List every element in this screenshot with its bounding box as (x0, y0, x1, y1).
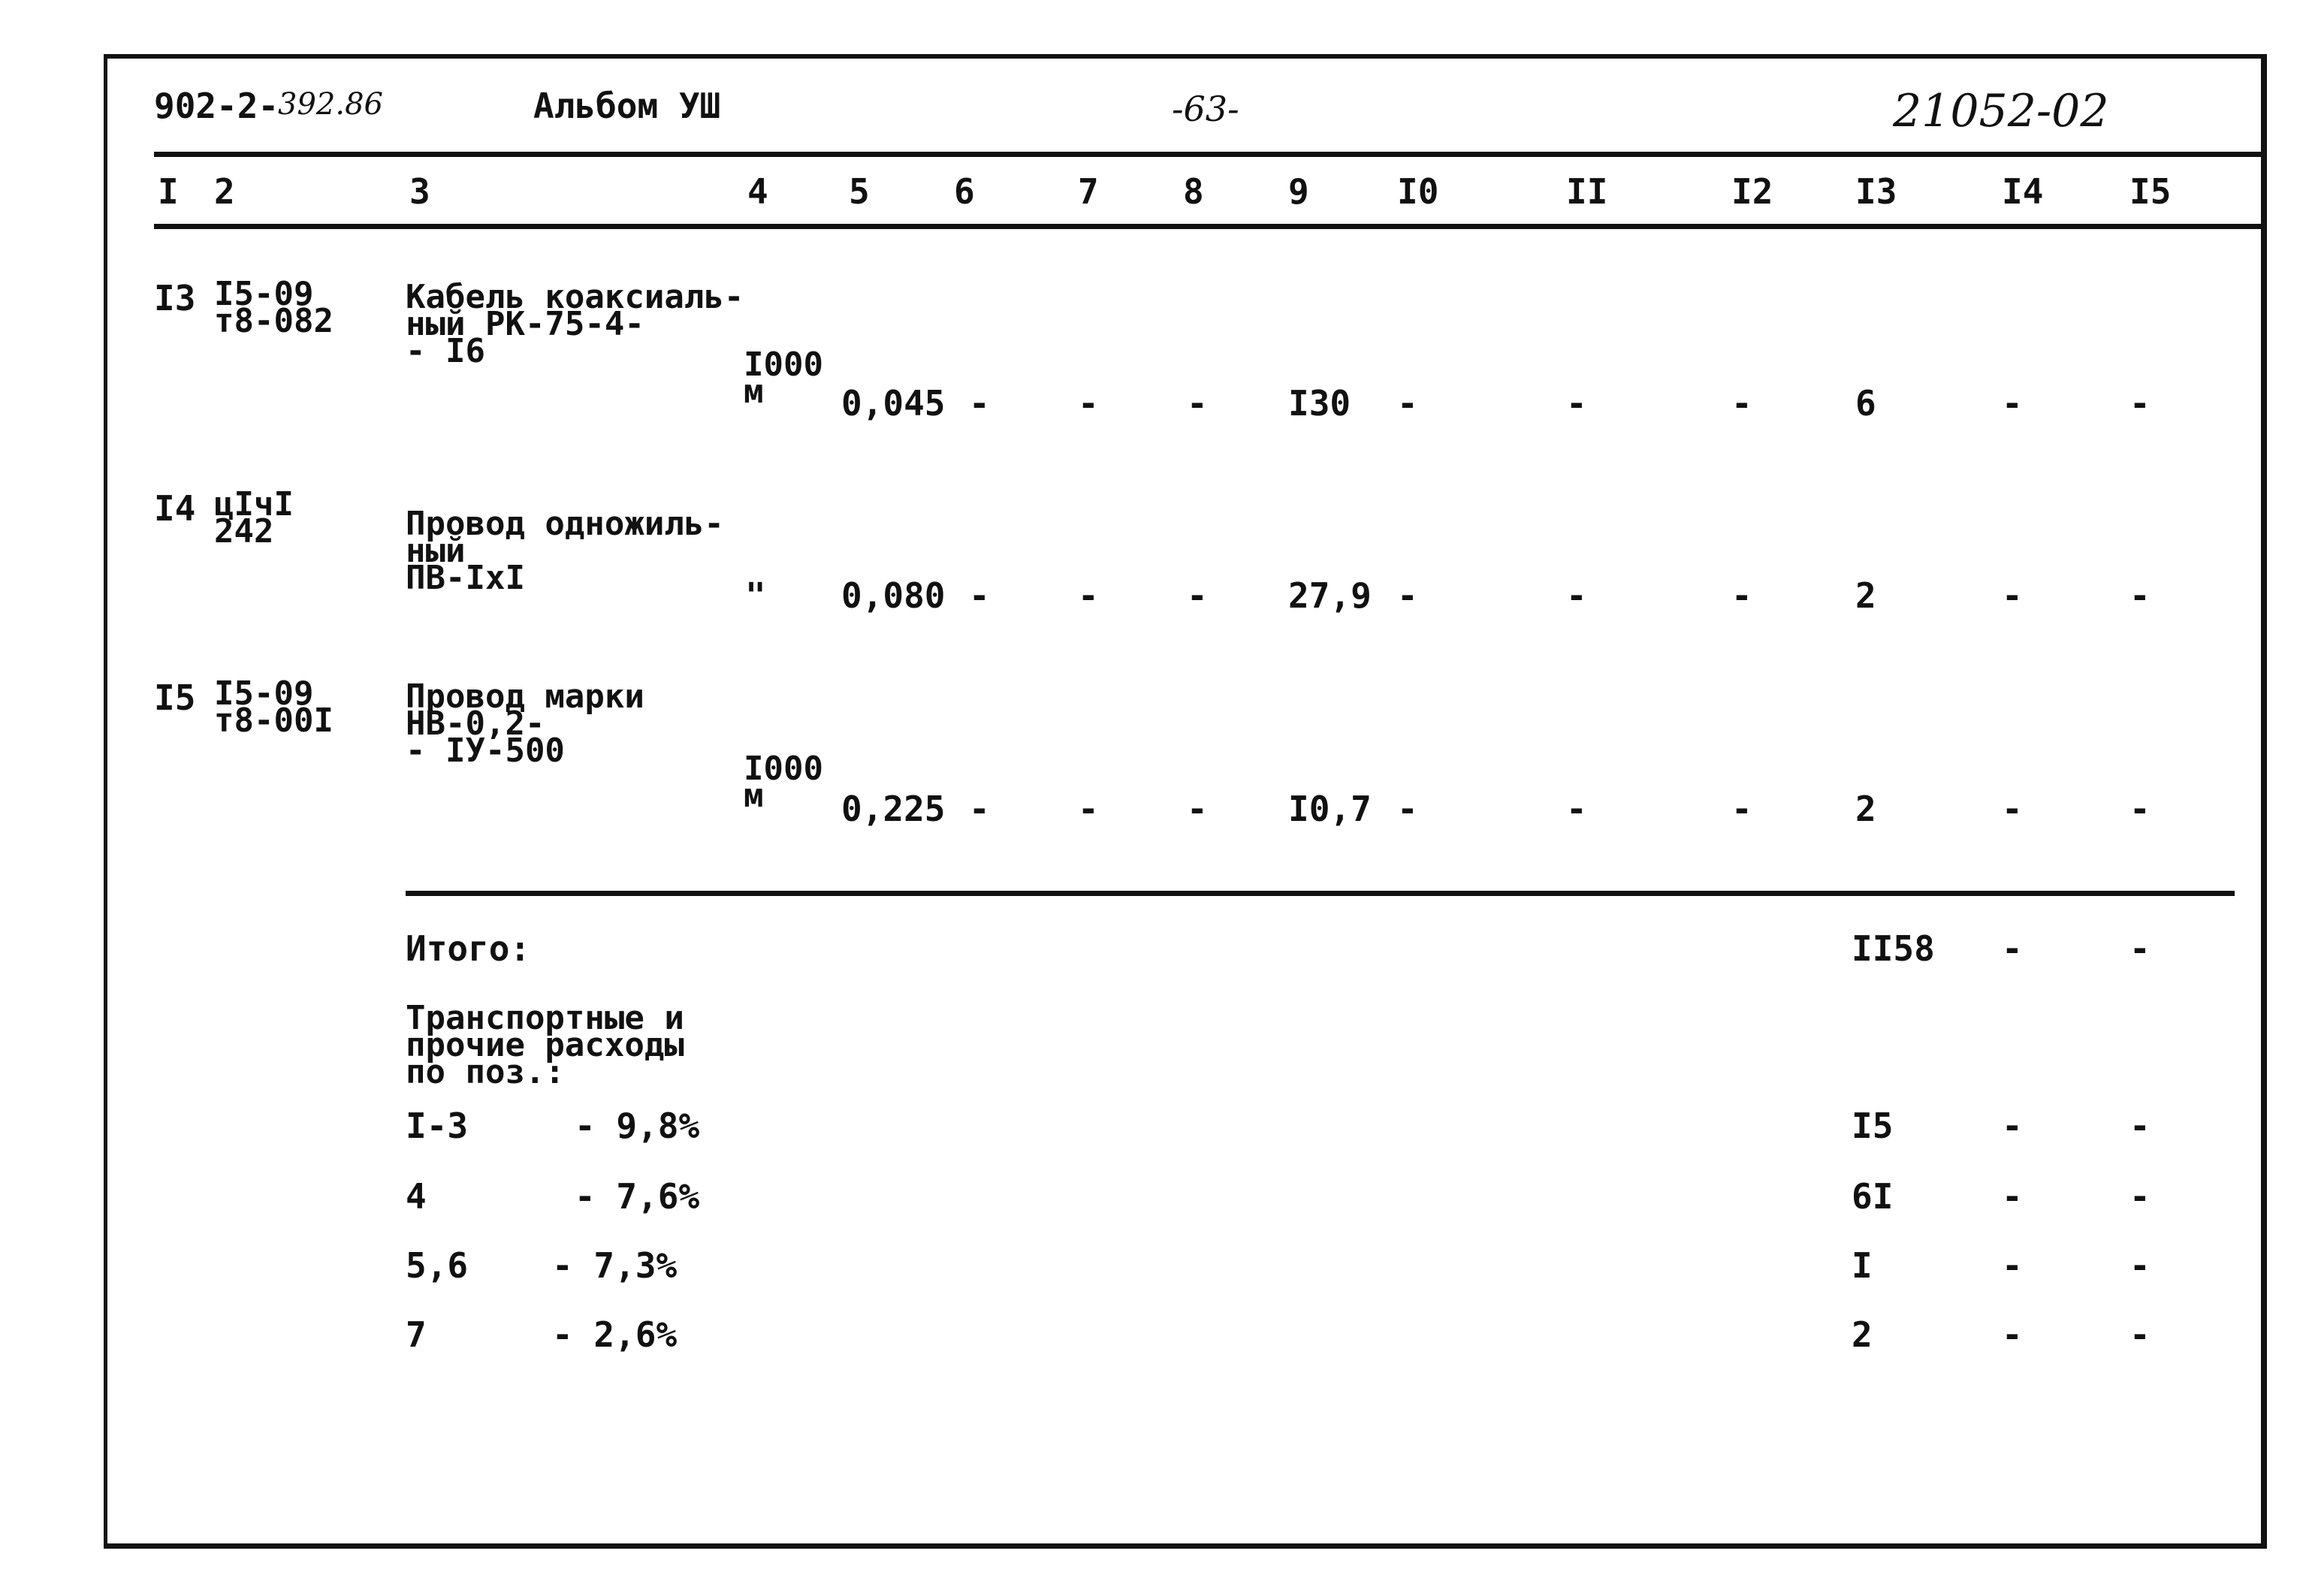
transport-item-col15: - (2129, 1176, 2151, 1217)
transport-item-col13: 2 (1852, 1314, 1873, 1355)
column-number-10: I0 (1397, 171, 1439, 212)
transport-item-position: 7 (406, 1314, 427, 1355)
row-name: Провод марки НВ-0,2- - IУ-500 (406, 677, 644, 770)
row-col9: 27,9 (1288, 575, 1372, 616)
row-code: I5-09 т8-00I (214, 674, 334, 740)
column-number-9: 9 (1288, 171, 1309, 212)
row-col9: I30 (1288, 383, 1351, 424)
column-number-2: 2 (214, 171, 235, 212)
transport-item-col14: - (2002, 1106, 2023, 1146)
row-col15: - (2129, 789, 2151, 829)
transport-item-col15: - (2129, 1245, 2151, 1286)
row-col11: - (1566, 575, 1587, 616)
transport-item-col13: I (1852, 1245, 1873, 1286)
header-rule (154, 152, 2265, 157)
row-col7: - (1078, 383, 1099, 424)
total-rule (406, 891, 2235, 896)
column-number-1: I (158, 171, 179, 212)
transport-item-col13: 6I (1852, 1176, 1894, 1217)
row-col12: - (1731, 383, 1752, 424)
row-col8: - (1187, 383, 1208, 424)
row-col10: - (1397, 789, 1418, 829)
column-header-rule (154, 224, 2265, 229)
transport-item-col15: - (2129, 1314, 2151, 1355)
transport-label: Транспортные и прочие расходы по поз.: (406, 999, 684, 1091)
project-code-suffix: 392.86 (278, 87, 383, 122)
row-col14: - (2002, 383, 2023, 424)
album-label: Альбом УШ (533, 86, 721, 126)
transport-item-percent: - 9,8% (575, 1106, 700, 1146)
transport-item-col14: - (2002, 1176, 2023, 1217)
total-col13: II58 (1852, 928, 1935, 969)
transport-item-position: I-3 (406, 1106, 469, 1146)
total-col14: - (2002, 928, 2023, 969)
row-col8: - (1187, 575, 1208, 616)
row-col9: I0,7 (1288, 789, 1372, 829)
row-position: I5 (154, 677, 196, 718)
column-number-14: I4 (2002, 171, 2044, 212)
row-unit: I000 м (744, 750, 823, 815)
row-position: I3 (154, 278, 196, 318)
row-col6: - (969, 575, 990, 616)
row-unit: " (745, 575, 766, 616)
row-code: I5-09 т8-082 (214, 275, 334, 340)
row-col7: - (1078, 789, 1099, 829)
row-col13: 6 (1855, 383, 1876, 424)
row-col5: 0,045 (841, 383, 946, 424)
row-col6: - (969, 789, 990, 829)
transport-item-col13: I5 (1852, 1106, 1894, 1146)
row-col14: - (2002, 575, 2023, 616)
row-col5: 0,080 (841, 575, 946, 616)
row-col8: - (1187, 789, 1208, 829)
column-number-11: II (1566, 171, 1608, 212)
row-col15: - (2129, 383, 2151, 424)
column-number-13: I3 (1855, 171, 1897, 212)
column-number-4: 4 (747, 171, 768, 212)
row-col14: - (2002, 789, 2023, 829)
row-col13: 2 (1855, 575, 1876, 616)
row-unit: I000 м (744, 345, 823, 411)
column-number-12: I2 (1731, 171, 1773, 212)
transport-item-col14: - (2002, 1314, 2023, 1355)
transport-item-position: 4 (406, 1176, 427, 1217)
column-number-6: 6 (954, 171, 975, 212)
row-name: Кабель коаксиаль- ный РК-75-4- - I6 (406, 278, 744, 370)
row-col12: - (1731, 575, 1752, 616)
row-col15: - (2129, 575, 2151, 616)
row-col11: - (1566, 789, 1587, 829)
page-number: -63- (1172, 89, 1239, 129)
transport-item-percent: - 7,6% (575, 1176, 700, 1217)
row-col12: - (1731, 789, 1752, 829)
row-col13: 2 (1855, 789, 1876, 829)
column-number-3: 3 (409, 171, 430, 212)
row-name: Провод одножиль- ный ПВ-IxI (406, 505, 724, 597)
row-position: I4 (154, 488, 196, 529)
column-number-8: 8 (1183, 171, 1204, 212)
transport-item-col14: - (2002, 1245, 2023, 1286)
row-col11: - (1566, 383, 1587, 424)
row-code: цIчI 242 (214, 485, 294, 551)
row-col7: - (1078, 575, 1099, 616)
row-col6: - (969, 383, 990, 424)
transport-item-percent: - 7,3% (552, 1245, 678, 1286)
transport-item-col15: - (2129, 1106, 2151, 1146)
row-col5: 0,225 (841, 789, 946, 829)
transport-item-position: 5,6 (406, 1245, 469, 1286)
transport-item-percent: - 2,6% (552, 1314, 678, 1355)
column-number-15: I5 (2129, 171, 2172, 212)
total-label: Итого: (406, 928, 531, 969)
column-number-7: 7 (1078, 171, 1099, 212)
document-number: 21052-02 (1893, 85, 2109, 137)
column-number-5: 5 (849, 171, 870, 212)
row-col10: - (1397, 575, 1418, 616)
project-code-prefix: 902-2- (154, 86, 279, 126)
row-col10: - (1397, 383, 1418, 424)
total-col15: - (2129, 928, 2151, 969)
